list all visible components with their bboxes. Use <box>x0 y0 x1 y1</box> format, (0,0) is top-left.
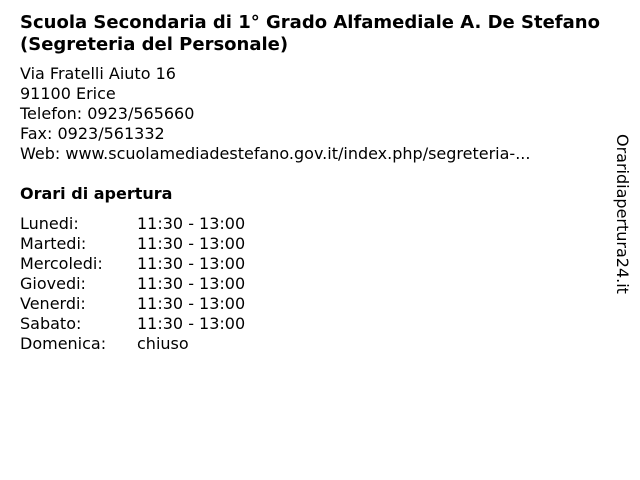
hours-row-tuesday <box>20 234 245 254</box>
opening-hours-table <box>20 214 245 354</box>
day-label: Lunedi: <box>20 214 79 233</box>
hours-row-thursday <box>20 274 245 294</box>
website-link[interactable]: Web: www.scuolamediadestefano.gov.it/index.php/segreteria-... <box>20 144 531 163</box>
day-label: Venerdi: <box>20 294 86 313</box>
street-address: Via Fratelli Aiuto 16 <box>20 64 176 83</box>
phone-number: Telefon: 0923/565660 <box>20 104 195 123</box>
time-value: 11:30 - 13:00 <box>137 274 246 293</box>
fax-number: Fax: 0923/561332 <box>20 124 165 143</box>
page-title: Scuola Secondaria di 1° Grado Alfamediale A. De Stefano (Segreteria del Personale) <box>20 12 600 55</box>
address-block <box>20 64 600 164</box>
hours-row-monday <box>20 214 245 234</box>
time-value: chiuso <box>137 334 189 353</box>
day-label: Mercoledi: <box>20 254 103 273</box>
opening-hours-heading: Orari di apertura <box>20 184 173 203</box>
day-label: Sabato: <box>20 314 82 333</box>
hours-row-wednesday <box>20 254 245 274</box>
site-brand-vertical[interactable]: Oraridiapertura24.it <box>613 134 632 294</box>
hours-row-sunday <box>20 334 245 354</box>
city: 91100 Erice <box>20 84 116 103</box>
time-value: 11:30 - 13:00 <box>137 314 246 333</box>
hours-row-saturday <box>20 314 245 334</box>
time-value: 11:30 - 13:00 <box>137 234 246 253</box>
day-label: Domenica: <box>20 334 107 353</box>
time-value: 11:30 - 13:00 <box>137 214 246 233</box>
day-label: Martedi: <box>20 234 87 253</box>
hours-row-friday <box>20 294 245 314</box>
day-label: Giovedi: <box>20 274 86 293</box>
time-value: 11:30 - 13:00 <box>137 254 246 273</box>
time-value: 11:30 - 13:00 <box>137 294 246 313</box>
